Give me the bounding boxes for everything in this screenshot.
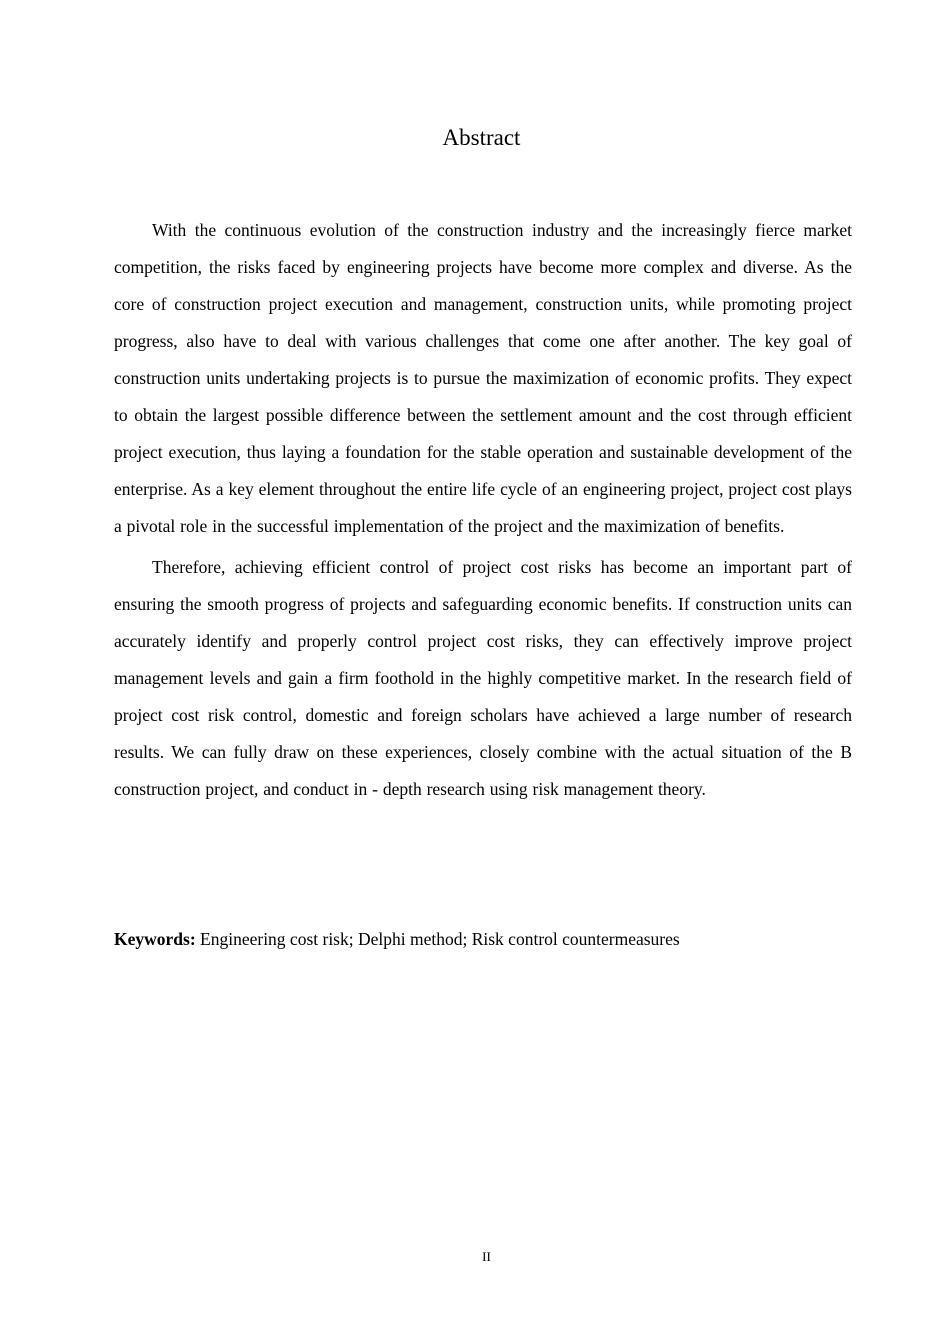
page-number: II — [482, 1249, 491, 1264]
keywords-label: Keywords: — [114, 929, 196, 949]
abstract-paragraph-2: Therefore, achieving efficient control of project cost risks has become an important part of ensuring the smooth progress of projects and safeguarding economic benefits. If construction units can accurately identify and properly control project cost risks, they can effectively improve project management levels and gain a firm foothold in the highly competitive market. In the research field of project cost risk control, domestic and foreign scholars have achieved a large number of research results. We can fully draw on these experiences, closely combine with the actual situation of the B construction project, and conduct in - depth research using risk management theory. — [114, 557, 852, 799]
keywords-text: Engineering cost risk; Delphi method; Risk control countermeasures — [195, 929, 680, 949]
keywords-line — [114, 924, 852, 954]
abstract-paragraph-1: With the continuous evolution of the construction industry and the increasingly fierce market competition, the risks faced by engineering projects have become more complex and diverse. As the core of construction project execution and management, construction units, while promoting project progress, also have to deal with various challenges that come one after another. The key goal of construction units undertaking projects is to pursue the maximization of economic profits. They expect to obtain the largest possible difference between the settlement amount and the cost through efficient project execution, thus laying a foundation for the stable operation and sustainable development of the enterprise. As a key element throughout the entire life cycle of an engineering project, project cost plays a pivotal role in the successful implementation of the project and the maximization of benefits. — [114, 220, 852, 536]
abstract-body — [114, 212, 852, 808]
abstract-title: Abstract — [442, 125, 521, 150]
